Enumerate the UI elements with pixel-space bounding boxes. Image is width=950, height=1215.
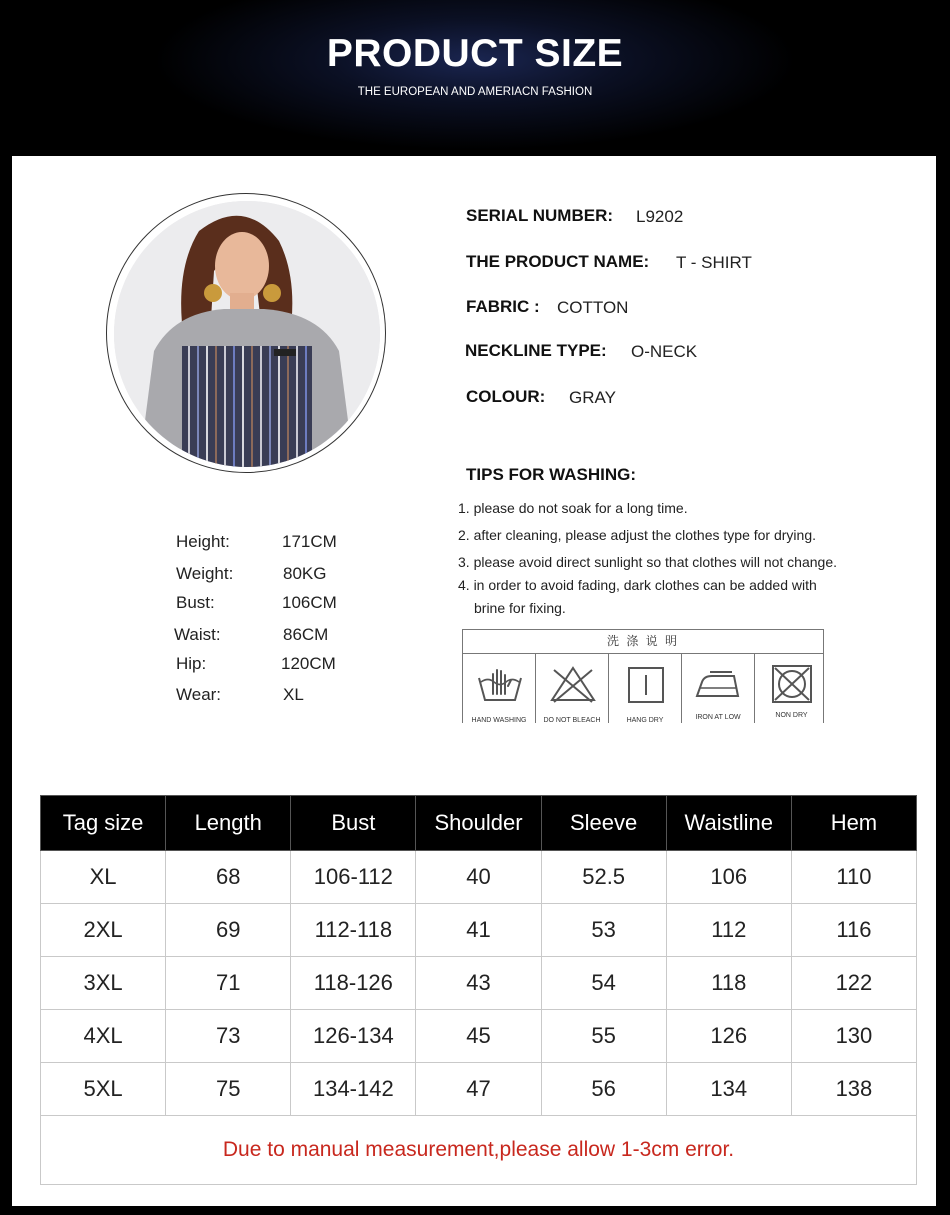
column-header: Bust [291, 796, 416, 851]
column-header: Waistline [666, 796, 791, 851]
table-cell: 68 [166, 851, 291, 904]
table-cell: 54 [541, 957, 666, 1010]
model-photo [114, 201, 380, 467]
table-cell: 40 [416, 851, 541, 904]
care-label-title: 洗 涤 说 明 [463, 630, 823, 654]
colour-value: GRAY [569, 388, 616, 407]
table-row [41, 904, 917, 957]
product-name-label: THE PRODUCT NAME: [466, 252, 650, 271]
table-note-row [41, 1116, 917, 1185]
hand-washing-icon [475, 664, 525, 704]
table-cell: 126-134 [291, 1010, 416, 1063]
care-label-text: HAND WASHING [471, 717, 527, 723]
table-cell: 134 [666, 1063, 791, 1116]
care-label-text: NON DRY [775, 712, 808, 719]
table-cell: 56 [541, 1063, 666, 1116]
table-cell: 106 [666, 851, 791, 904]
column-header: Shoulder [416, 796, 541, 851]
washing-tip: 1. please do not soak for a long time. [458, 500, 688, 516]
care-label-text: IRON AT LOW [695, 714, 741, 721]
model-stat-label: Waist: [174, 625, 221, 644]
table-cell: 69 [166, 904, 291, 957]
care-cell [536, 654, 609, 723]
table-cell: 130 [791, 1010, 916, 1063]
table-cell: 5XL [41, 1063, 166, 1116]
table-cell: 41 [416, 904, 541, 957]
table-cell: 4XL [41, 1010, 166, 1063]
product-name-value: T - SHIRT [676, 253, 752, 272]
table-cell: 106-112 [291, 851, 416, 904]
table-cell: 118 [666, 957, 791, 1010]
table-cell: 71 [166, 957, 291, 1010]
model-stat-label: Bust: [176, 593, 215, 612]
size-chart-table [40, 795, 917, 1185]
model-stat-value: 80KG [283, 564, 327, 583]
washing-tip: 3. please avoid direct sunlight so that clothes will not change. [458, 554, 838, 570]
hang-dry-icon [621, 664, 671, 704]
model-stat-label: Wear: [176, 685, 222, 704]
table-cell: 47 [416, 1063, 541, 1116]
table-row [41, 957, 917, 1010]
model-stat-value: 86CM [283, 625, 329, 644]
page-title: PRODUCT SIZE [326, 32, 624, 75]
table-row [41, 851, 917, 904]
table-cell: 3XL [41, 957, 166, 1010]
fabric-label: FABRIC : [466, 297, 540, 316]
table-cell: 118-126 [291, 957, 416, 1010]
table-cell: 45 [416, 1010, 541, 1063]
table-row [41, 1010, 917, 1063]
washing-tips-title: TIPS FOR WASHING: [466, 465, 636, 484]
table-cell: 75 [166, 1063, 291, 1116]
table-cell: 122 [791, 957, 916, 1010]
column-header: Sleeve [541, 796, 666, 851]
table-cell: 116 [791, 904, 916, 957]
neckline-label: NECKLINE TYPE: [465, 341, 607, 360]
column-header: Hem [791, 796, 916, 851]
do-not-bleach-icon [548, 664, 598, 704]
table-cell: 52.5 [541, 851, 666, 904]
table-cell: 112-118 [291, 904, 416, 957]
table-cell: 112 [666, 904, 791, 957]
washing-tip: 4. in order to avoid fading, dark clothes can be added with [458, 577, 817, 593]
washing-tip: 2. after cleaning, please adjust the clothes type for drying. [458, 527, 816, 543]
model-stat-label: Weight: [176, 564, 234, 583]
table-row [41, 1063, 917, 1116]
column-header: Tag size [41, 796, 166, 851]
care-cell [463, 654, 536, 723]
care-label-table [462, 629, 824, 723]
header-banner [0, 0, 950, 155]
table-cell: 126 [666, 1010, 791, 1063]
washing-tip: brine for fixing. [474, 600, 566, 616]
care-label-text: DO NOT BLEACH [543, 717, 601, 723]
table-cell: XL [41, 851, 166, 904]
fabric-value: COTTON [557, 298, 629, 317]
model-stat-label: Hip: [176, 654, 207, 673]
iron-at-low-icon [694, 664, 744, 704]
colour-label: COLOUR: [466, 387, 546, 406]
table-cell: 110 [791, 851, 916, 904]
model-stat-value: 106CM [282, 593, 337, 612]
model-stat-label: Height: [176, 532, 230, 551]
table-cell: 134-142 [291, 1063, 416, 1116]
table-cell: 2XL [41, 904, 166, 957]
serial-number-value: L9202 [636, 207, 684, 226]
care-cell [609, 654, 682, 723]
care-cell [755, 654, 824, 723]
model-stat-value: 171CM [282, 532, 337, 551]
column-header: Length [166, 796, 291, 851]
care-cell [682, 654, 755, 723]
serial-number-label: SERIAL NUMBER: [466, 206, 614, 225]
non-dry-icon [767, 664, 817, 704]
care-label-text: HANG DRY [626, 717, 664, 723]
page-subtitle: THE EUROPEAN AND AMERIACN FASHION [357, 86, 593, 98]
model-stat-value: XL [283, 685, 304, 704]
table-cell: 55 [541, 1010, 666, 1063]
table-cell: 73 [166, 1010, 291, 1063]
table-cell: 138 [791, 1063, 916, 1116]
measurement-note: Due to manual measurement,please allow 1-3cm error. [41, 1116, 917, 1185]
table-cell: 53 [541, 904, 666, 957]
neckline-value: O-NECK [631, 342, 698, 361]
size-table-header-row [41, 796, 917, 851]
model-stat-value: 120CM [281, 654, 336, 673]
table-cell: 43 [416, 957, 541, 1010]
